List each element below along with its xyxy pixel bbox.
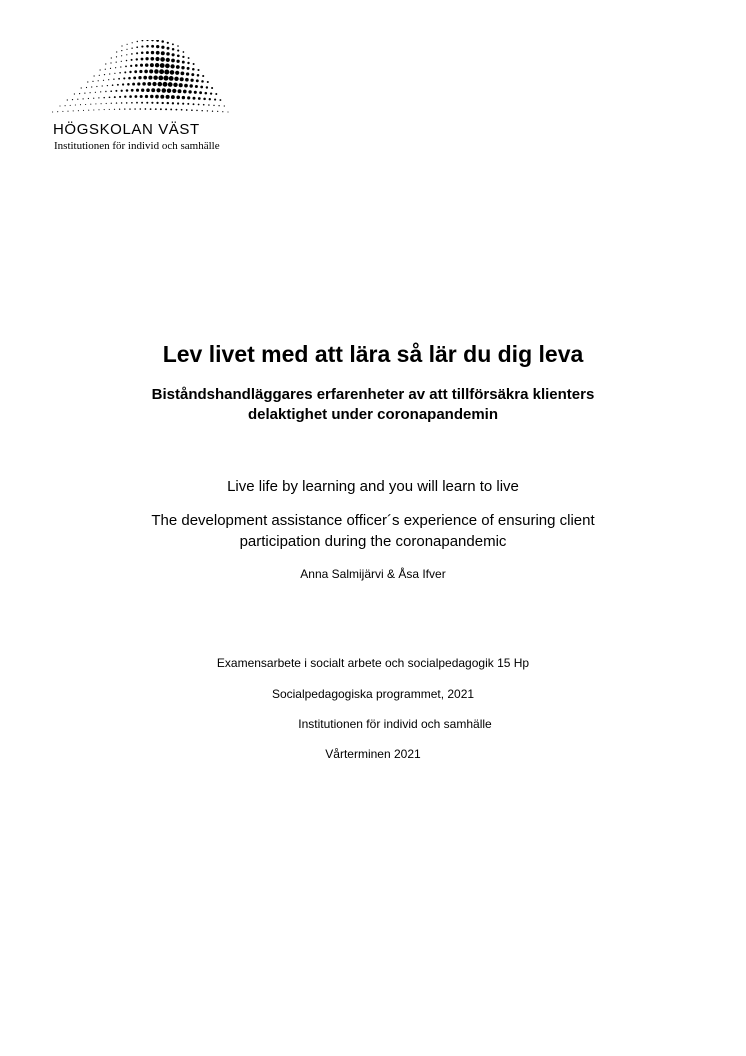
- term-info: Vårterminen 2021: [325, 747, 421, 761]
- program-info: Socialpedagogiska programmet, 2021: [271, 687, 475, 701]
- subtitle-line-2: delaktighet under coronapandemin: [247, 406, 499, 423]
- logo-department: Institutionen för individ och samhälle: [54, 140, 220, 152]
- english-subtitle-line-1: The development assistance officer´s experience of ensuring client: [151, 512, 595, 529]
- university-name: HÖGSKOLAN VÄST: [53, 121, 200, 138]
- logo-dot-pattern-icon: [50, 40, 250, 120]
- english-title: Live life by learning and you will learn to live: [227, 478, 519, 495]
- authors: Anna Salmijärvi & Åsa Ifver: [300, 567, 446, 581]
- english-subtitle: [0, 510, 746, 552]
- english-subtitle-line-2: participation during the coronapandemic: [239, 533, 507, 550]
- department-info: Institutionen för individ och samhälle: [298, 717, 492, 731]
- university-logo: [50, 40, 290, 160]
- subtitle-line-1: Biståndshandläggares erfarenheter av att tillförsäkra klienters: [151, 386, 595, 403]
- course-info: Examensarbete i socialt arbete och socialpedagogik 15 Hp: [216, 656, 530, 670]
- thesis-title: Lev livet med att lära så lär du dig leva: [162, 341, 584, 367]
- thesis-subtitle: [0, 385, 746, 425]
